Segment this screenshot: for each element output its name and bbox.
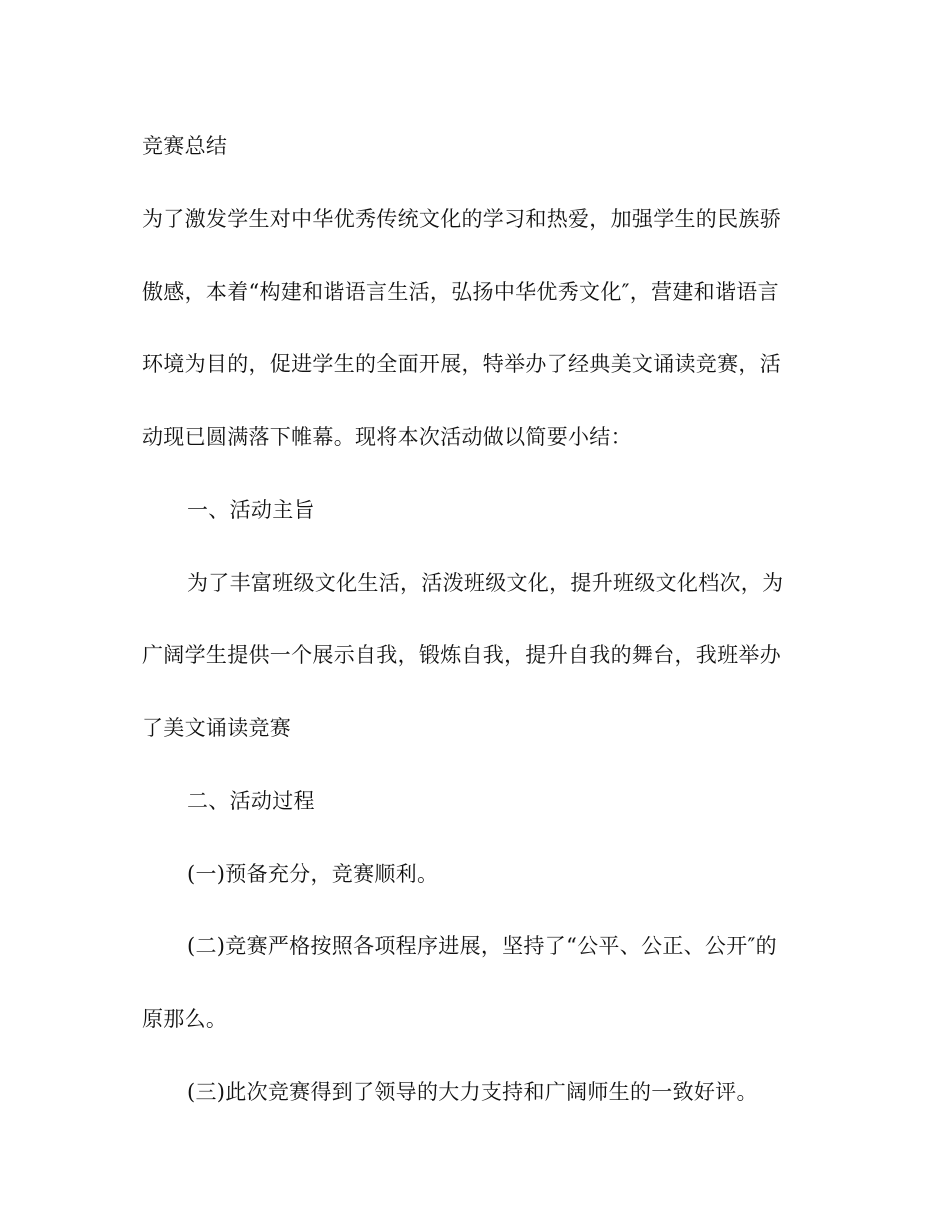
section-heading-process: 二、活动过程 xyxy=(187,789,315,813)
intro-line: 傲感，本着“构建和谐语言生活，弘扬中华优秀文化″，营建和谐语言 xyxy=(142,280,779,304)
section-heading-purpose: 一、活动主旨 xyxy=(187,498,315,522)
purpose-line: 广阔学生提供一个展示自我，锻炼自我，提升自我的舞台，我班举办 xyxy=(142,643,781,667)
intro-line: 为了激发学生对中华优秀传统文化的学习和热爱，加强学生的民族骄 xyxy=(142,207,781,231)
process-item-2-continued: 原那么。 xyxy=(142,1007,228,1031)
process-item-1: (一)预备充分，竞赛顺利。 xyxy=(187,862,439,886)
intro-line: 动现已圆满落下帷幕。现将本次活动做以简要小结： xyxy=(142,425,632,449)
intro-line: 环境为目的，促进学生的全面开展，特举办了经典美文诵读竞赛，活 xyxy=(142,352,781,376)
process-item-3: (三)此次竞赛得到了领导的大力支持和广阔师生的一致好评。 xyxy=(187,1080,758,1104)
purpose-line: 为了丰富班级文化生活，活泼班级文化，提升班级文化档次，为 xyxy=(187,571,784,595)
purpose-line: 了美文诵读竞赛 xyxy=(142,716,292,740)
process-item-2: (二)竞赛严格按照各项程序进展，坚持了“公平、公正、公开″的 xyxy=(187,934,777,958)
document-title: 竞赛总结 xyxy=(142,134,228,158)
